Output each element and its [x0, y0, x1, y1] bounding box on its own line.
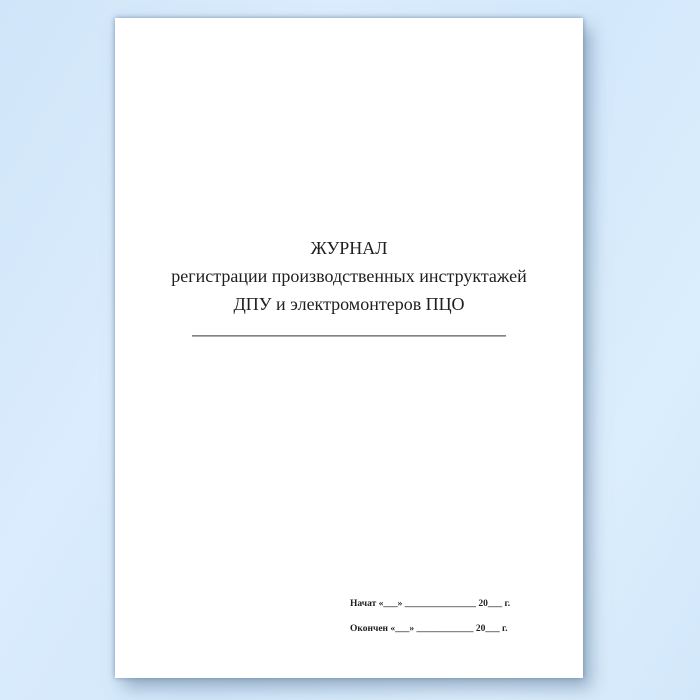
- journal-title-line-2: регистрации производственных инструктажей: [171, 266, 527, 286]
- title-underline-rule: [192, 335, 506, 337]
- journal-title-line-3: ДПУ и электромонтеров ПЦО: [233, 294, 465, 314]
- journal-cover-page: [115, 18, 583, 678]
- date-finished-line: Окончен «___» ____________ 20___ г.: [350, 624, 508, 634]
- date-started-line: Начат «___» _______________ 20___ г.: [350, 599, 511, 609]
- journal-title-line-1: ЖУРНАЛ: [310, 238, 388, 258]
- journal-title: [115, 234, 583, 318]
- fill-in-dates: [350, 598, 510, 635]
